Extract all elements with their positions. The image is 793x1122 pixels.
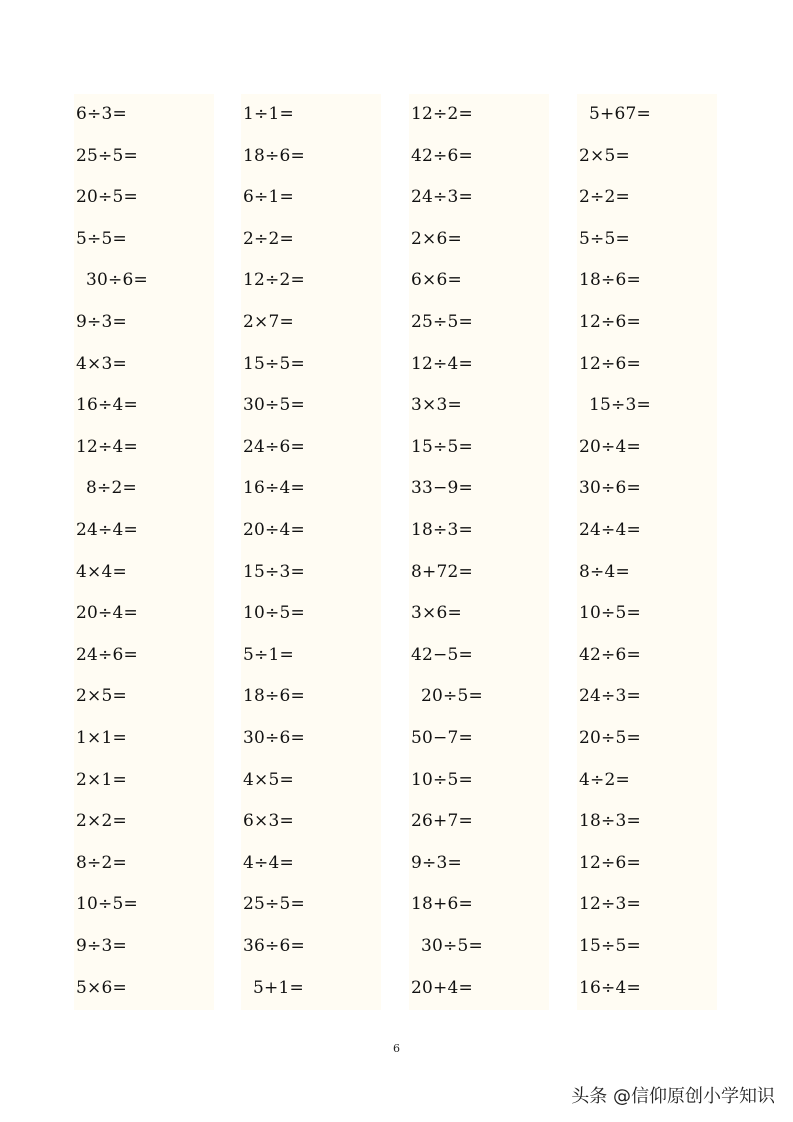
math-problem: 5+1=: [253, 977, 304, 998]
math-problem: 25÷5=: [243, 894, 305, 915]
math-problem: 5×6=: [76, 977, 127, 998]
math-problem: 50−7=: [411, 728, 473, 748]
math-problem: 30÷6=: [86, 270, 148, 291]
math-problem: 5÷5=: [76, 228, 127, 249]
math-problem: 6÷1=: [243, 187, 294, 208]
math-problem: 30÷6=: [243, 728, 305, 748]
math-problem: 20÷5=: [579, 728, 641, 748]
math-problem: 6×6=: [411, 270, 462, 291]
math-problem: 8÷2=: [86, 478, 137, 499]
math-problem: 2×2=: [76, 811, 127, 832]
math-problem: 30÷5=: [243, 395, 305, 416]
math-problem: 24÷3=: [411, 187, 473, 208]
problem-column-4: [577, 94, 717, 1010]
problem-column-2: [241, 94, 381, 1010]
math-problem: 33−9=: [411, 478, 473, 499]
math-problem: 10÷5=: [243, 603, 305, 624]
math-problem: 10÷5=: [76, 894, 138, 915]
math-problem: 42÷6=: [579, 644, 641, 665]
math-problem: 12÷6=: [579, 353, 641, 374]
problem-column-1: [74, 94, 214, 1010]
watermark-text: 头条 @信仰原创小学知识: [571, 1086, 775, 1107]
math-problem: 1×1=: [76, 728, 127, 748]
math-problem: 2×5=: [579, 145, 630, 166]
math-problem: 3×3=: [411, 395, 462, 416]
math-problem: 16÷4=: [243, 478, 305, 499]
math-problem: 20÷4=: [243, 520, 305, 540]
math-problem: 30÷5=: [421, 936, 483, 956]
math-problem: 4×3=: [76, 353, 127, 374]
math-problem: 9÷3=: [76, 936, 127, 956]
math-problem: 18+6=: [411, 894, 473, 915]
math-problem: 18÷3=: [411, 520, 473, 540]
math-problem: 5÷5=: [579, 228, 630, 249]
math-problem: 2÷2=: [579, 187, 630, 208]
math-problem: 20÷4=: [76, 603, 138, 624]
math-problem: 12÷6=: [579, 852, 641, 873]
math-problem: 20÷5=: [421, 686, 483, 707]
math-problem: 8÷4=: [579, 561, 630, 582]
math-problem: 8÷2=: [76, 852, 127, 873]
math-problem: 12÷4=: [411, 353, 473, 374]
math-problem: 24÷4=: [579, 520, 641, 540]
math-problem: 15÷3=: [243, 561, 305, 582]
math-problem: 10÷5=: [579, 603, 641, 624]
problem-column-3: [409, 94, 549, 1010]
math-problem: 10÷5=: [411, 769, 473, 790]
math-problem: 24÷3=: [579, 686, 641, 707]
math-problem: 15÷5=: [411, 436, 473, 457]
math-problem: 4×5=: [243, 769, 294, 790]
math-problem: 1÷1=: [243, 104, 294, 124]
math-problem: 25÷5=: [76, 145, 138, 166]
math-problem: 2×7=: [243, 312, 294, 332]
math-problem: 24÷6=: [76, 644, 138, 665]
math-problem: 4×4=: [76, 561, 127, 582]
math-problem: 42−5=: [411, 644, 473, 665]
math-problem: 5+67=: [589, 104, 651, 124]
math-problem: 20÷5=: [76, 187, 138, 208]
math-problem: 20+4=: [411, 977, 473, 998]
math-problem: 15÷5=: [243, 353, 305, 374]
math-problem: 42÷6=: [411, 145, 473, 166]
math-problem: 20÷4=: [579, 436, 641, 457]
math-problem: 18÷6=: [243, 145, 305, 166]
math-problem: 4÷4=: [243, 852, 294, 873]
math-problem: 12÷2=: [411, 104, 473, 124]
math-problem: 15÷5=: [579, 936, 641, 956]
math-problem: 9÷3=: [411, 852, 462, 873]
math-problem: 4÷2=: [579, 769, 630, 790]
math-problem: 5÷1=: [243, 644, 294, 665]
math-problem: 9÷3=: [76, 312, 127, 332]
math-problem: 30÷6=: [579, 478, 641, 499]
math-problem: 12÷2=: [243, 270, 305, 291]
math-problem: 2×5=: [76, 686, 127, 707]
math-problem: 16÷4=: [579, 977, 641, 998]
math-problem: 26+7=: [411, 811, 473, 832]
math-problem: 15÷3=: [589, 395, 651, 416]
math-problem: 24÷6=: [243, 436, 305, 457]
math-problem: 12÷3=: [579, 894, 641, 915]
math-problem: 3×6=: [411, 603, 462, 624]
math-problem: 2×6=: [411, 228, 462, 249]
math-problem: 18÷6=: [579, 270, 641, 291]
math-problem: 2÷2=: [243, 228, 294, 249]
math-problem: 8+72=: [411, 561, 473, 582]
math-problem: 6÷3=: [76, 104, 127, 124]
math-problem: 24÷4=: [76, 520, 138, 540]
math-problem: 18÷6=: [243, 686, 305, 707]
math-problem: 6×3=: [243, 811, 294, 832]
page-number: 6: [393, 1042, 400, 1055]
math-problem: 12÷6=: [579, 312, 641, 332]
math-problem: 25÷5=: [411, 312, 473, 332]
math-problem: 18÷3=: [579, 811, 641, 832]
math-problem: 16÷4=: [76, 395, 138, 416]
math-problem: 2×1=: [76, 769, 127, 790]
math-problem: 12÷4=: [76, 436, 138, 457]
math-problem: 36÷6=: [243, 936, 305, 956]
